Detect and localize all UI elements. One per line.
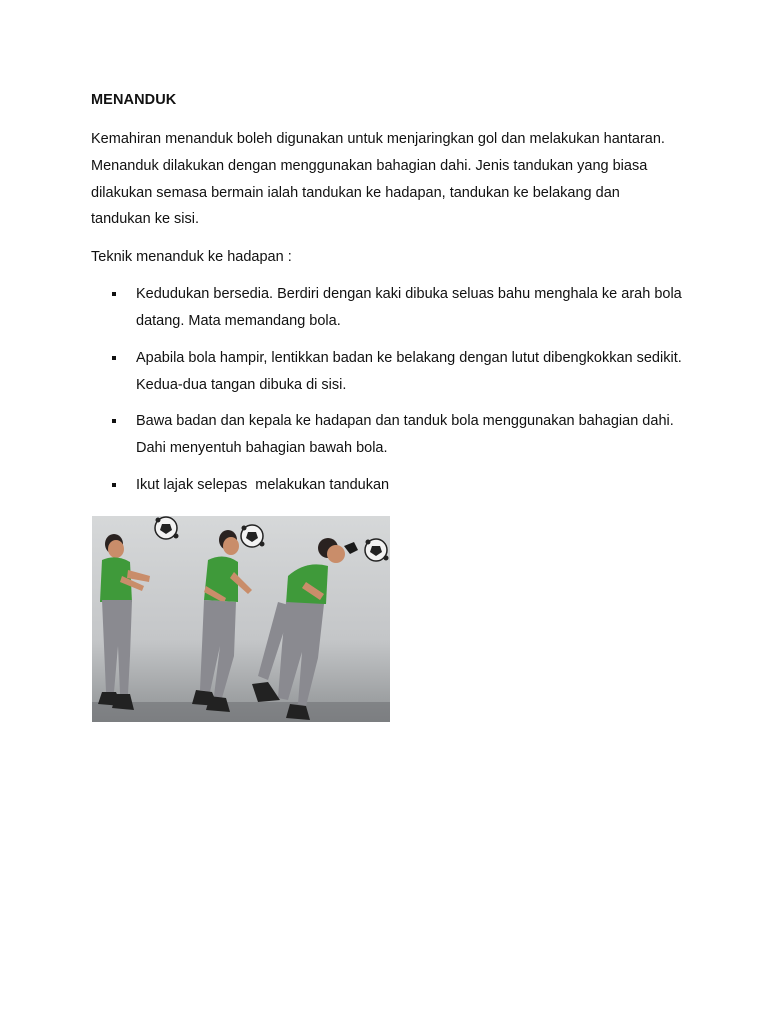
heading-illustration xyxy=(92,516,390,722)
technique-subheading: Teknik menanduk ke hadapan : xyxy=(91,249,292,265)
step-text: Bawa badan dan kepala ke hadapan dan tanduk bola menggunakan bahagian dahi. Dahi menyentuh bahagian bawah bola. xyxy=(136,413,678,456)
step-text: Ikut lajak selepas melakukan tandukan xyxy=(136,477,390,493)
step-text: Kedudukan bersedia. Berdiri dengan kaki dibuka seluas bahu menghala ke arah bola datang. Mata memandang bola. xyxy=(136,286,686,329)
bullet-square-icon xyxy=(112,419,116,423)
list-item xyxy=(112,408,682,462)
list-item xyxy=(112,345,686,399)
bullet-square-icon xyxy=(112,483,116,487)
list-item xyxy=(112,281,686,335)
intro-paragraph: Kemahiran menanduk boleh digunakan untuk menjaringkan gol dan melakukan hantaran. Menanduk dilakukan dengan menggunakan bahagian dahi. Jenis tandukan yang biasa dilakukan semasa bermain ialah tandukan ke hadapan, tandukan ke belakang dan tandukan ke sisi. xyxy=(91,131,665,228)
list-item xyxy=(112,472,682,499)
step-text: Apabila bola hampir, lentikkan badan ke belakang dengan lutut dibengkokkan sedikit. Kedua-dua tangan dibuka di sisi. xyxy=(136,350,686,393)
bullet-square-icon xyxy=(112,356,116,360)
document-title: MENANDUK xyxy=(91,92,177,108)
bullet-square-icon xyxy=(112,292,116,296)
